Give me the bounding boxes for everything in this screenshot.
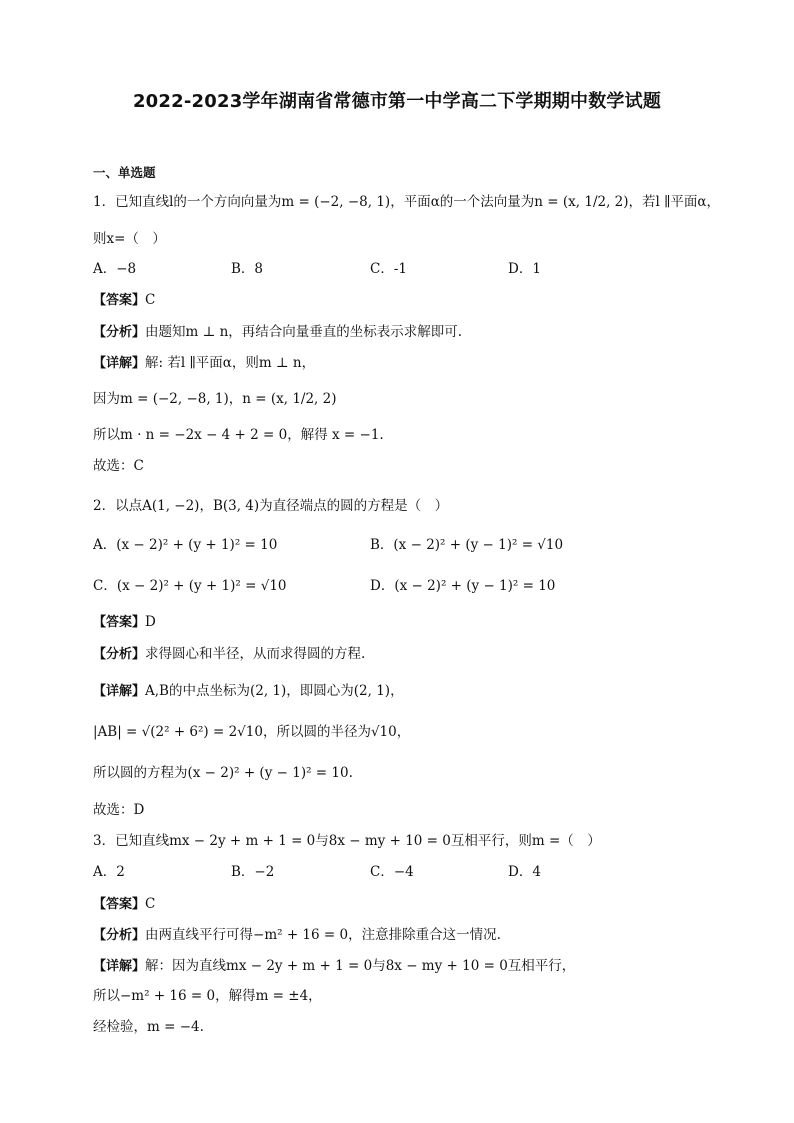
q3-detail-line-3: 经检验，m = −4. xyxy=(93,1019,204,1035)
q1-answer: C xyxy=(145,292,156,308)
q3-option-b: B．−2 xyxy=(231,864,275,880)
q3-answer: C xyxy=(145,896,156,912)
section-heading: 一、单选题 xyxy=(93,165,156,180)
q1-analysis-line xyxy=(93,322,462,343)
q2-detail: A,B的中点坐标为(2, 1)，即圆心为(2, 1)， xyxy=(145,683,404,699)
q2-detail-line-2: |AB| = √(2² + 6²) = 2√10，所以圆的半径为√10， xyxy=(93,724,411,740)
q2-option-c: C．(x − 2)² + (y + 1)² = √10 xyxy=(93,578,287,594)
q1-answer-tag: 【答案】 xyxy=(93,293,146,308)
q1-answer-line xyxy=(93,290,155,311)
q2-analysis-tag: 【分析】 xyxy=(93,647,146,662)
q1-analysis: 由题知m ⊥ n，再结合向量垂直的坐标表示求解即可. xyxy=(145,324,463,340)
q1-detail: 解: 若l ∥平面α，则m ⊥ n， xyxy=(145,355,316,371)
q3-option-d: D．4 xyxy=(508,864,541,880)
q3-option-a: A．2 xyxy=(93,864,125,880)
q3-analysis-tag: 【分析】 xyxy=(93,928,146,943)
q1-option-c: C．-1 xyxy=(370,261,407,277)
q1-detail-line-3: 所以m · n = −2x − 4 + 2 = 0，解得 x = −1. xyxy=(93,427,384,443)
q2-detail-line xyxy=(93,681,404,702)
q2-option-a: A．(x − 2)² + (y + 1)² = 10 xyxy=(93,537,278,553)
q1-detail-line-2: 因为m = (−2, −8, 1)，n = (x, 1/2, 2) xyxy=(93,391,337,407)
q3-detail-line-2: 所以−m² + 16 = 0，解得m = ±4， xyxy=(93,988,322,1004)
q3-stem: 3．已知直线mx − 2y + m + 1 = 0与8x − my + 10 = 0互相平行，则m =（ ） xyxy=(93,833,601,849)
q2-detail-tag: 【详解】 xyxy=(93,684,146,699)
q1-stem-cont: 则x=（ ） xyxy=(93,231,166,247)
q1-stem: 1．已知直线l的一个方向向量为m = (−2, −8, 1)，平面α的一个法向量为n = (x, 1/2, 2)，若l ∥平面α， xyxy=(93,194,720,210)
q3-answer-tag: 【答案】 xyxy=(93,897,146,912)
q2-stem: 2．以点A(1, −2)，B(3, 4)为直径端点的圆的方程是（ ） xyxy=(93,498,449,514)
q3-detail-tag: 【详解】 xyxy=(93,959,146,974)
q1-option-b: B．8 xyxy=(231,261,264,277)
q3-option-c: C．−4 xyxy=(370,864,414,880)
q2-analysis: 求得圆心和半径，从而求得圆的方程. xyxy=(145,646,366,662)
q2-option-b: B．(x − 2)² + (y − 1)² = √10 xyxy=(370,537,564,553)
q1-detail-tag: 【详解】 xyxy=(93,356,146,371)
q1-detail-line-4: 故选：C xyxy=(93,458,144,474)
q3-detail: 解：因为直线mx − 2y + m + 1 = 0与8x − my + 10 = 0互相平行， xyxy=(145,958,576,974)
q3-detail-line xyxy=(93,956,575,977)
q2-answer-tag: 【答案】 xyxy=(93,615,146,630)
q2-analysis-line xyxy=(93,644,365,665)
page-title: 2022-2023学年湖南省常德市第一中学高二下学期期中数学试题 xyxy=(132,91,662,112)
q3-analysis: 由两直线平行可得−m² + 16 = 0，注意排除重合这一情况. xyxy=(145,927,501,943)
q3-analysis-line xyxy=(93,925,501,946)
q1-option-a: A．−8 xyxy=(93,261,137,277)
q1-option-d: D．1 xyxy=(508,261,541,277)
q1-analysis-tag: 【分析】 xyxy=(93,325,146,340)
q2-answer-line xyxy=(93,612,156,633)
q3-answer-line xyxy=(93,894,155,915)
q2-detail-line-4: 故选：D xyxy=(93,802,145,818)
q2-option-d: D．(x − 2)² + (y − 1)² = 10 xyxy=(370,578,556,594)
q1-detail-line xyxy=(93,353,315,374)
q2-answer: D xyxy=(145,614,156,630)
q2-detail-line-3: 所以圆的方程为(x − 2)² + (y − 1)² = 10. xyxy=(93,765,353,781)
